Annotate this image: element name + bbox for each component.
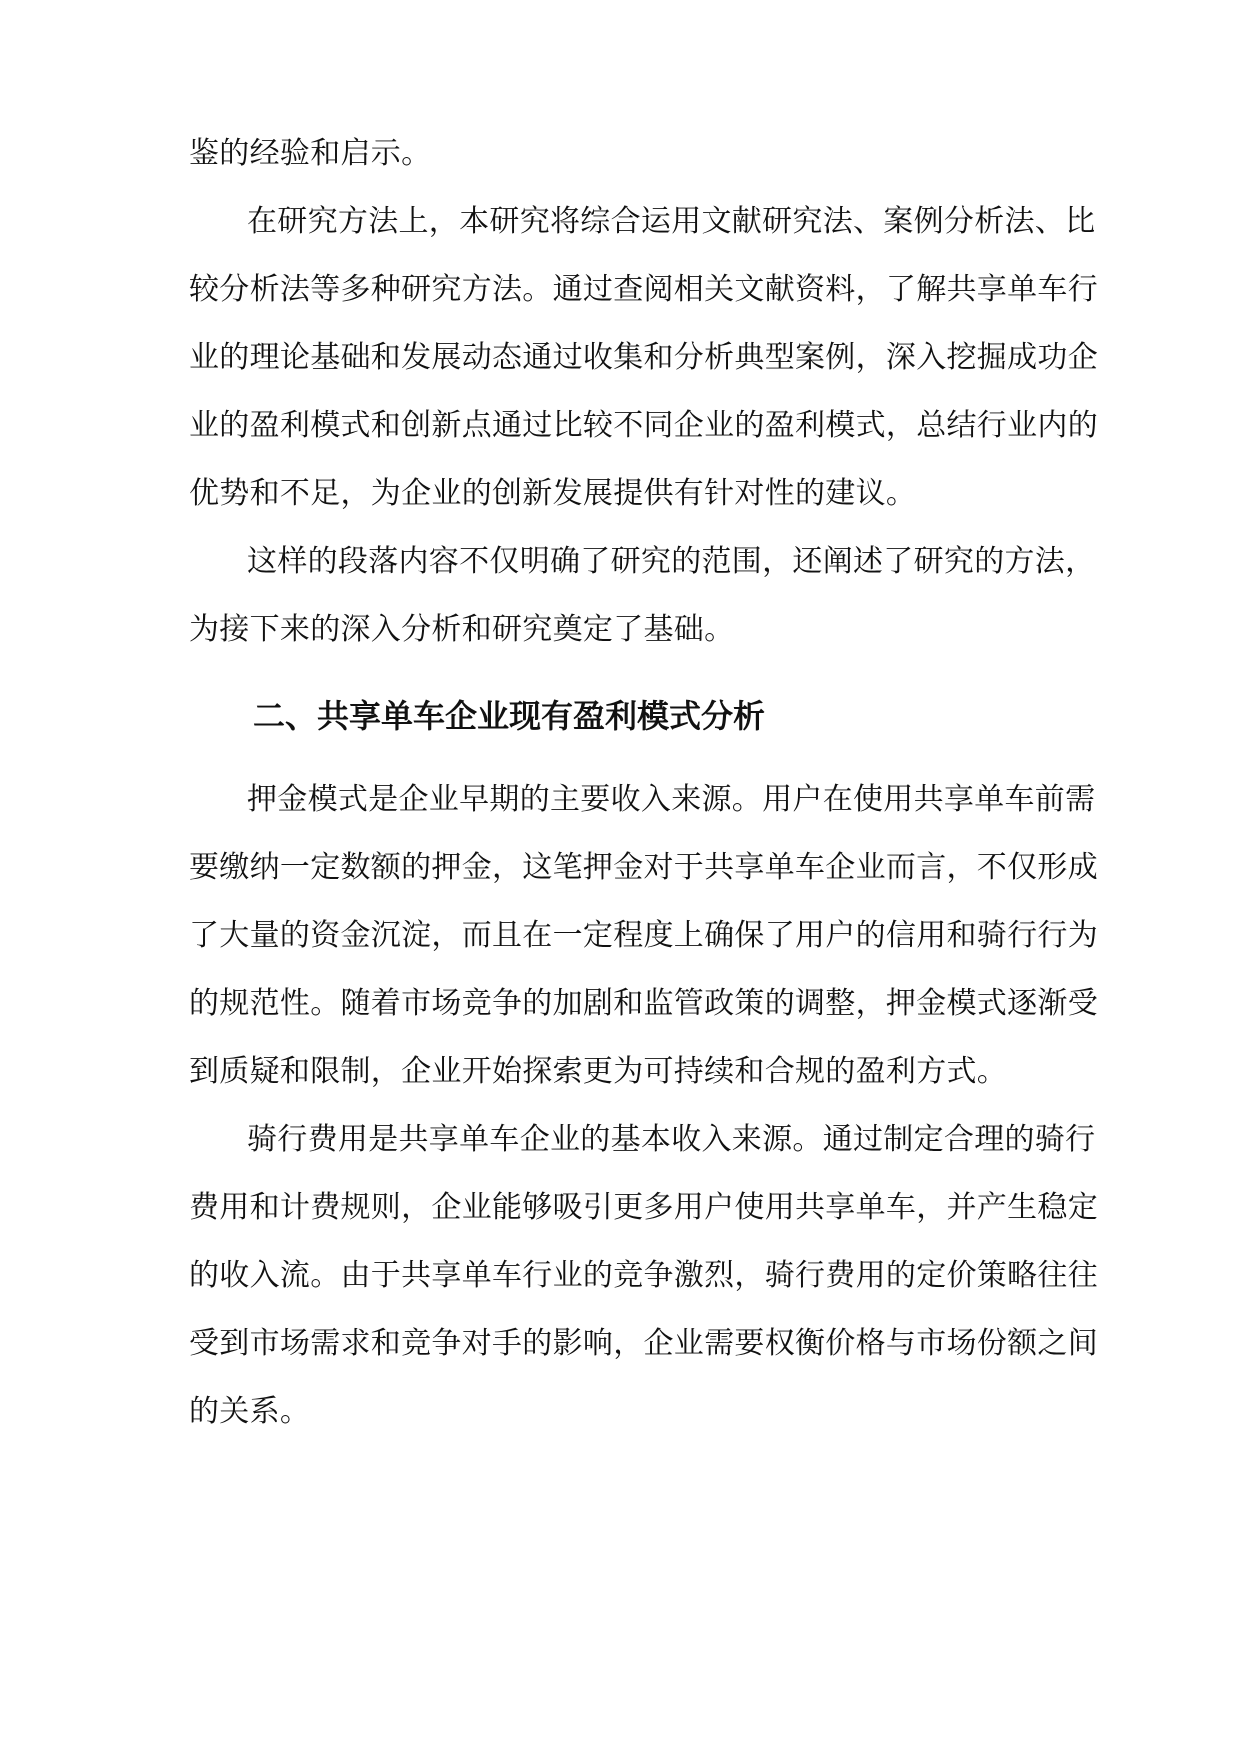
paragraph-line: 费用和计费规则，企业能够吸引更多用户使用共享单车，并产生稳定 — [189, 1190, 1098, 1225]
paragraph-line: 鉴的经验和启示。 — [189, 136, 432, 171]
paragraph-line: 这样的段落内容不仅明确了研究的范围，还阐述了研究的方法， — [247, 544, 1096, 579]
paragraph-line: 到质疑和限制，企业开始探索更为可持续和合规的盈利方式。 — [189, 1054, 1008, 1089]
paragraph-line: 的收入流。由于共享单车行业的竞争激烈，骑行费用的定价策略往往 — [189, 1258, 1098, 1293]
paragraph-line: 了大量的资金沉淀，而且在一定程度上确保了用户的信用和骑行行为 — [189, 918, 1098, 953]
paragraph-line: 受到市场需求和竞争对手的影响，企业需要权衡价格与市场份额之间 — [189, 1326, 1098, 1361]
paragraph-line: 押金模式是企业早期的主要收入来源。用户在使用共享单车前需 — [247, 782, 1096, 817]
section-heading: 二、共享单车企业现有盈利模式分析 — [253, 697, 766, 735]
paragraph-line: 骑行费用是共享单车企业的基本收入来源。通过制定合理的骑行 — [247, 1122, 1096, 1157]
paragraph-line: 较分析法等多种研究方法。通过查阅相关文献资料，了解共享单车行 — [189, 272, 1098, 307]
paragraph-line: 业的盈利模式和创新点通过比较不同企业的盈利模式，总结行业内的 — [189, 408, 1098, 443]
paragraph-line: 的规范性。随着市场竞争的加剧和监管政策的调整，押金模式逐渐受 — [189, 986, 1098, 1021]
paragraph-line: 业的理论基础和发展动态通过收集和分析典型案例，深入挖掘成功企 — [189, 340, 1098, 375]
paragraph-line: 要缴纳一定数额的押金，这笔押金对于共享单车企业而言，不仅形成 — [189, 850, 1098, 885]
paragraph-line: 为接下来的深入分析和研究奠定了基础。 — [189, 612, 735, 647]
paragraph-line: 优势和不足，为企业的创新发展提供有针对性的建议。 — [189, 476, 917, 511]
paragraph-line: 的关系。 — [189, 1394, 311, 1429]
paragraph-line: 在研究方法上，本研究将综合运用文献研究法、案例分析法、比 — [247, 204, 1096, 239]
